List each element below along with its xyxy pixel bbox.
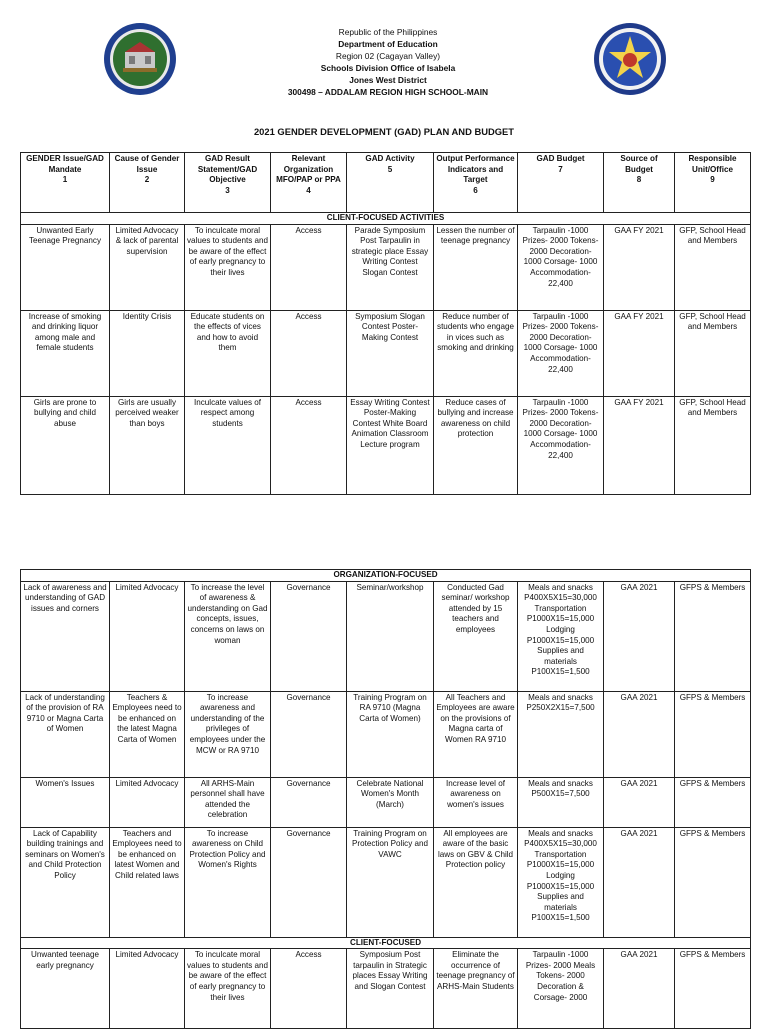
section-label: ORGANIZATION-FOCUSED [21, 570, 751, 582]
column-header: Output Performance Indicators and Target 6 [434, 153, 518, 213]
table-cell: Access [271, 224, 347, 310]
table-cell: GFPS & Members [675, 949, 751, 1029]
table-cell: Limited Advocacy [110, 777, 185, 827]
table-cell: To inculcate moral values to students and be aware of the effect of early pregnancy to their lives [185, 949, 271, 1029]
table-cell: Meals and snacks P250X2X15=7,500 [518, 691, 604, 777]
gad-plan-table-1 [20, 152, 751, 495]
table-cell: Identity Crisis [110, 310, 185, 396]
table-cell: GFPS & Members [675, 581, 751, 691]
table-cell: Unwanted teenage early pregnancy [21, 949, 110, 1029]
section-label: CLIENT-FOCUSED ACTIVITIES [21, 213, 751, 225]
table-cell: Tarpaulin -1000 Prizes- 2000 Tokens- 2000 Decoration- 1000 Corsage- 1000 Accommodation- 22,400 [518, 310, 604, 396]
table-cell: To inculcate moral values to students and be aware of the effect of early pregnancy to their lives [185, 224, 271, 310]
column-number: 7 [558, 164, 563, 174]
table-cell: Training Program on RA 9710 (Magna Carta of Women) [347, 691, 434, 777]
table-cell: Governance [271, 581, 347, 691]
header-district: Jones West District [349, 75, 427, 85]
table-cell: Governance [271, 827, 347, 937]
table-cell: Increase of smoking and drinking liquor among male and female students [21, 310, 110, 396]
table-row [21, 224, 751, 310]
section-label-row [21, 937, 751, 949]
table-cell: GFPS & Members [675, 691, 751, 777]
table-cell: Limited Advocacy [110, 581, 185, 691]
table-cell: Meals and snacks P400X5X15=30,000 Transportation P1000X15=15,000 Lodging P1000X15=15,000 Supplies and materials P100X15=1,500 [518, 581, 604, 691]
column-header: GAD Budget 7 [518, 153, 604, 213]
table-cell: Increase level of awareness on women's issues [434, 777, 518, 827]
column-header: GAD Activity 5 [347, 153, 434, 213]
table-cell: GFP, School Head and Members [675, 224, 751, 310]
table-cell: Seminar/workshop [347, 581, 434, 691]
table-row [21, 396, 751, 494]
table-cell: All employees are aware of the basic laws on GBV & Child Protection policy [434, 827, 518, 937]
table-row [21, 691, 751, 777]
table-row [21, 949, 751, 1029]
table-cell: GAA 2021 [604, 581, 675, 691]
header-school: 300498 – ADDALAM REGION HIGH SCHOOL-MAIN [287, 87, 489, 97]
document-title: 2021 GENDER DEVELOPMENT (GAD) PLAN AND BUDGET [253, 126, 515, 137]
column-header: Responsible Unit/Office 9 [675, 153, 751, 213]
table-cell: Inculcate values of respect among students [185, 396, 271, 494]
table-cell: To increase awareness and understanding of the privileges of employees under the MCW or RA 9710 [185, 691, 271, 777]
table-cell: Access [271, 396, 347, 494]
table-cell: GAA FY 2021 [604, 396, 675, 494]
table-cell: To increase awareness on Child Protection Policy and Women's Rights [185, 827, 271, 937]
table-cell: Meals and snacks P500X15=7,500 [518, 777, 604, 827]
table-cell: Limited Advocacy & lack of parental supervision [110, 224, 185, 310]
table-cell: GAA FY 2021 [604, 310, 675, 396]
table-row [21, 777, 751, 827]
column-number: 2 [144, 175, 150, 185]
table-cell: Access [271, 310, 347, 396]
column-number: 8 [636, 175, 642, 185]
table-cell: Essay Writing Contest Poster-Making Contest White Board Animation Classroom Lecture program [347, 396, 434, 494]
table-cell: GFPS & Members [675, 777, 751, 827]
column-header: Source of Budget 8 [604, 153, 675, 213]
column-number: 4 [306, 185, 311, 195]
column-number: 3 [225, 185, 230, 195]
table-cell: Eliminate the occurrence of teenage pregnancy of ARHS-Main Students [434, 949, 518, 1029]
table-cell: Tarpaulin -1000 Prizes- 2000 Meals Tokens- 2000 Decoration & Corsage- 2000 [518, 949, 604, 1029]
table-cell: Teachers and Employees need to be enhanced on latest Women and Child related laws [110, 827, 185, 937]
table-cell: Unwanted Early Teenage Pregnancy [21, 224, 110, 310]
column-number: 1 [62, 175, 68, 185]
table-cell: Parade Symposium Post Tarpaulin in strategic place Essay Writing Contest Slogan Contest [347, 224, 434, 310]
table-cell: GAA 2021 [604, 691, 675, 777]
column-header: GAD Result Statement/GAD Objective 3 [185, 153, 271, 213]
header-deped: Department of Education [338, 39, 438, 49]
table-cell: Women's Issues [21, 777, 110, 827]
table-cell: Girls are usually perceived weaker than boys [110, 396, 185, 494]
table-cell: Lack of understanding of the provision of RA 9710 or Magna Carta of Women [21, 691, 110, 777]
table-cell: All Teachers and Employees are aware on the provisions of Magna carta of Women RA 9710 [434, 691, 518, 777]
table-cell: Reduce number of students who engage in vices such as smoking and drinking [434, 310, 518, 396]
table-cell: Lack of Capability building trainings and seminars on Women's and Child Protection Policy [21, 827, 110, 937]
gad-plan-table-2 [20, 569, 751, 1029]
header-republic: Republic of the Philippines [338, 27, 438, 37]
table-cell: Tarpaulin -1000 Prizes- 2000 Tokens- 2000 Decoration- 1000 Corsage- 1000 Accommodation- 22,400 [518, 224, 604, 310]
column-number: 9 [710, 175, 715, 185]
table-cell: Meals and snacks P400X5X15=30,000 Transportation P1000X15=15,000 Lodging P1000X15=15,000 Supplies and materials P100X15=1,500 [518, 827, 604, 937]
table-cell: Conducted Gad seminar/ workshop attended by 15 teachers and employees [434, 581, 518, 691]
table-cell: Tarpaulin -1000 Prizes- 2000 Tokens- 2000 Decoration- 1000 Corsage- 1000 Accommodation- 22,400 [518, 396, 604, 494]
table-cell: Access [271, 949, 347, 1029]
table-cell: GAA 2021 [604, 949, 675, 1029]
table-cell: To increase the level of awareness & understanding on Gad concepts, issues, concerns on laws on woman [185, 581, 271, 691]
school-seal-icon [103, 22, 177, 96]
table-cell: Educate students on the effects of vices and how to avoid them [185, 310, 271, 396]
table-cell: GFP, School Head and Members [675, 310, 751, 396]
table-cell: GFPS & Members [675, 827, 751, 937]
column-header: Cause of Gender Issue 2 [110, 153, 185, 213]
table-cell: Lessen the number of teenage pregnancy [434, 224, 518, 310]
table-row [21, 310, 751, 396]
table-cell: All ARHS-Main personnel shall have attended the celebration [185, 777, 271, 827]
table-cell: Governance [271, 777, 347, 827]
table-cell: Reduce cases of bullying and increase awareness on child protection [434, 396, 518, 494]
table-cell: Symposium Post tarpaulin in Strategic places Essay Writing and Slogan Contest [347, 949, 434, 1029]
table-cell: Governance [271, 691, 347, 777]
table-cell: Girls are prone to bullying and child abuse [21, 396, 110, 494]
table-cell: Teachers & Employees need to be enhanced on the latest Magna Carta of Women [110, 691, 185, 777]
table-cell: Celebrate National Women's Month (March) [347, 777, 434, 827]
table-cell: GAA 2021 [604, 777, 675, 827]
header-division: Schools Division Office of Isabela [320, 63, 456, 73]
table-cell: Training Program on Protection Policy and VAWC [347, 827, 434, 937]
table-row [21, 581, 751, 691]
table-cell: GAA 2021 [604, 827, 675, 937]
table-cell: Lack of awareness and understanding of GAD issues and corners [21, 581, 110, 691]
column-header: GENDER Issue/GAD Mandate 1 [21, 153, 110, 213]
table-header-row [21, 153, 751, 213]
column-number: 5 [387, 164, 393, 174]
table-cell: Symposium Slogan Contest Poster-Making Contest [347, 310, 434, 396]
header-region: Region 02 (Cagayan Valley) [335, 51, 441, 61]
column-header: Relevant Organization MFO/PAP or PPA 4 [271, 153, 347, 213]
table-cell: GAA FY 2021 [604, 224, 675, 310]
table-cell: Limited Advocacy [110, 949, 185, 1029]
deped-seal-icon [593, 22, 667, 96]
table-row [21, 827, 751, 937]
section-label: CLIENT-FOCUSED [21, 937, 751, 949]
table-cell: GFP, School Head and Members [675, 396, 751, 494]
column-number: 6 [473, 185, 478, 195]
section-label-row [21, 570, 751, 582]
section-label-row [21, 213, 751, 225]
